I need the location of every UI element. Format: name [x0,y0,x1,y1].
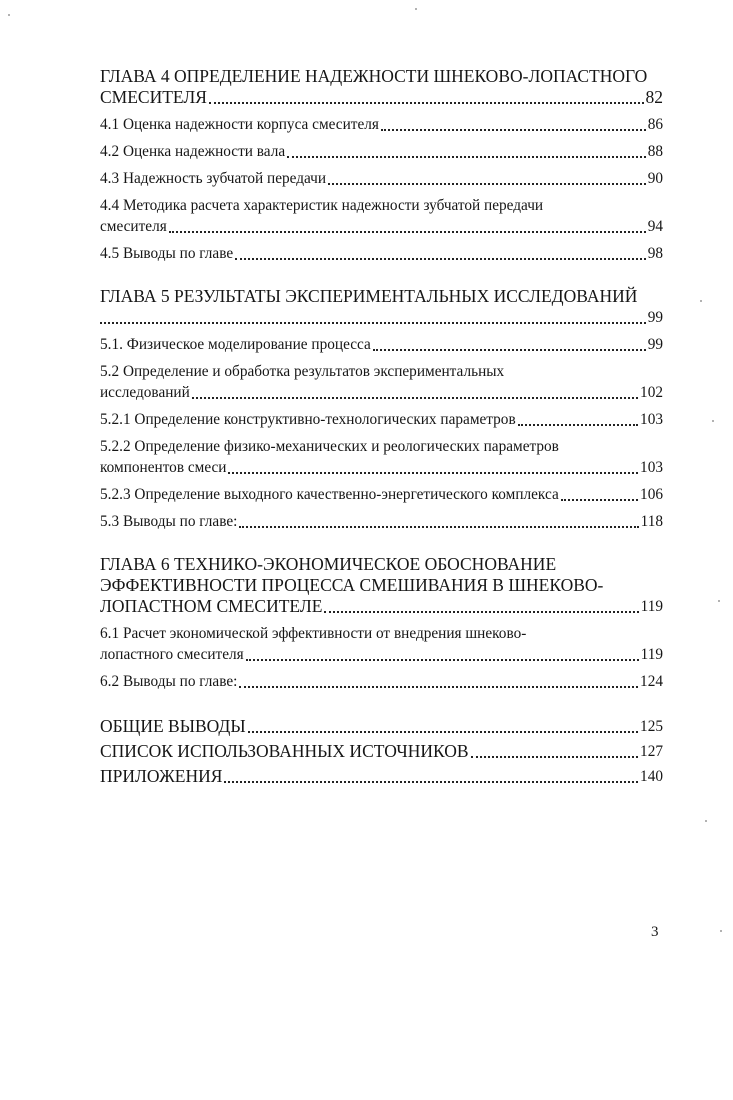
scan-speck [415,8,417,10]
toc-entry-page: 99 [647,336,663,353]
chapter-5-entry [100,307,663,328]
toc-entry-references [100,741,663,762]
toc-entry-5-2-1 [100,409,663,430]
toc-entry-text: 4.1 Оценка надежности корпуса смесителя [100,116,379,133]
toc-entry-5-1 [100,334,663,355]
toc-entry-page: 118 [640,513,663,530]
toc-entry-page: 102 [640,384,663,401]
toc-entry-page: 127 [640,743,663,760]
toc-entry-4-4-line1: 4.4 Методика расчета характеристик надежности зубчатой передачи [100,197,544,214]
toc-entry-text: смесителя [100,218,167,235]
dot-leader [239,674,638,688]
toc-entry-page: 86 [647,116,663,133]
dot-leader [100,310,646,324]
toc-entry-5-2-2 [100,457,663,478]
toc-entry-page: 124 [640,673,663,690]
scan-speck [718,600,720,602]
scan-speck [720,930,722,932]
dot-leader [471,744,638,758]
toc-entry-text: 4.3 Надежность зубчатой передачи [100,170,327,187]
toc-entry-text: 4.5 Выводы по главе [100,245,234,262]
toc-entry-6-2 [100,671,663,692]
toc-entry-page: 125 [640,718,663,735]
toc-entry-page: 103 [640,459,663,476]
dot-leader [169,219,646,233]
scan-speck [8,14,10,16]
scan-speck [712,420,714,422]
dot-leader [246,647,639,661]
chapter-5-page: 99 [647,309,663,326]
toc-entry-text: компонентов смеси [100,459,227,476]
toc-entry-page: 94 [647,218,663,235]
table-of-contents [100,66,663,787]
dot-leader [209,90,644,104]
toc-entry-text: лопастного смесителя [100,646,244,663]
dot-leader [324,599,638,613]
dot-leader [381,117,646,131]
toc-entry-5-3 [100,511,663,532]
toc-entry-6-1 [100,644,663,665]
chapter-6-page: 119 [640,598,663,615]
dot-leader [192,385,638,399]
toc-entry-general-conclusions [100,716,663,737]
toc-entry-4-1 [100,114,663,135]
toc-entry-5-2-3 [100,484,663,505]
toc-entry-text: СПИСОК ИСПОЛЬЗОВАННЫХ ИСТОЧНИКОВ [100,741,469,761]
toc-entry-4-2 [100,141,663,162]
dot-leader [287,144,646,158]
toc-entry-appendices [100,766,663,787]
dot-leader [248,719,638,733]
toc-entry-page: 119 [640,646,663,663]
toc-entry-text: 4.2 Оценка надежности вала [100,143,286,160]
toc-entry-text: 6.2 Выводы по главе: [100,673,238,690]
toc-entry-5-2 [100,382,663,403]
toc-entry-page: 140 [640,768,663,785]
dot-leader [239,514,638,528]
dot-leader [235,246,646,260]
chapter-5-title: ГЛАВА 5 РЕЗУЛЬТАТЫ ЭКСПЕРИМЕНТАЛЬНЫХ ИССЛЕДОВАНИЙ [100,286,638,306]
toc-entry-text: ОБЩИЕ ВЫВОДЫ [100,716,246,736]
toc-entry-4-5 [100,243,663,264]
chapter-6-title-line3: ЛОПАСТНОМ СМЕСИТЕЛЕ [100,596,323,616]
toc-entry-6-1-line1: 6.1 Расчет экономической эффективности от внедрения шнеково- [100,625,527,642]
toc-entry-page: 98 [647,245,663,262]
dot-leader [228,460,638,474]
scan-speck [700,300,702,302]
dot-leader [328,171,646,185]
chapter-4-title-line2: СМЕСИТЕЛЯ [100,87,207,107]
toc-entry-page: 88 [647,143,663,160]
chapter-4-title-line1: ГЛАВА 4 ОПРЕДЕЛЕНИЕ НАДЕЖНОСТИ ШНЕКОВО-ЛОПАСТНОГО [100,66,648,86]
chapter-6-entry [100,596,663,617]
toc-entry-text: исследований [100,384,190,401]
toc-entry-text: 5.1. Физическое моделирование процесса [100,336,371,353]
dot-leader [224,769,638,783]
chapter-4-page: 82 [645,87,663,107]
toc-entry-4-3 [100,168,663,189]
chapter-6-title-line1: ГЛАВА 6 ТЕХНИКО-ЭКОНОМИЧЕСКОЕ ОБОСНОВАНИЕ [100,554,557,574]
dot-leader [561,487,638,501]
toc-entry-page: 90 [647,170,663,187]
toc-entry-page: 106 [640,486,663,503]
toc-entry-4-4 [100,216,663,237]
toc-entry-5-2-line1: 5.2 Определение и обработка результатов экспериментальных [100,363,505,380]
toc-entry-text: ПРИЛОЖЕНИЯ [100,766,223,786]
toc-entry-text: 5.2.3 Определение выходного качественно-энергетического комплекса [100,486,559,503]
toc-entry-page: 103 [640,411,663,428]
scan-speck [705,820,707,822]
page-number: 3 [651,924,659,940]
dot-leader [373,337,646,351]
toc-entry-text: 5.2.1 Определение конструктивно-технологических параметров [100,411,516,428]
dot-leader [518,412,638,426]
toc-entry-5-2-2-line1: 5.2.2 Определение физико-механических и реологических параметров [100,438,559,455]
chapter-4-entry [100,87,663,108]
toc-entry-text: 5.3 Выводы по главе: [100,513,238,530]
chapter-6-title-line2: ЭФФЕКТИВНОСТИ ПРОЦЕССА СМЕШИВАНИЯ В ШНЕКОВО- [100,575,604,595]
